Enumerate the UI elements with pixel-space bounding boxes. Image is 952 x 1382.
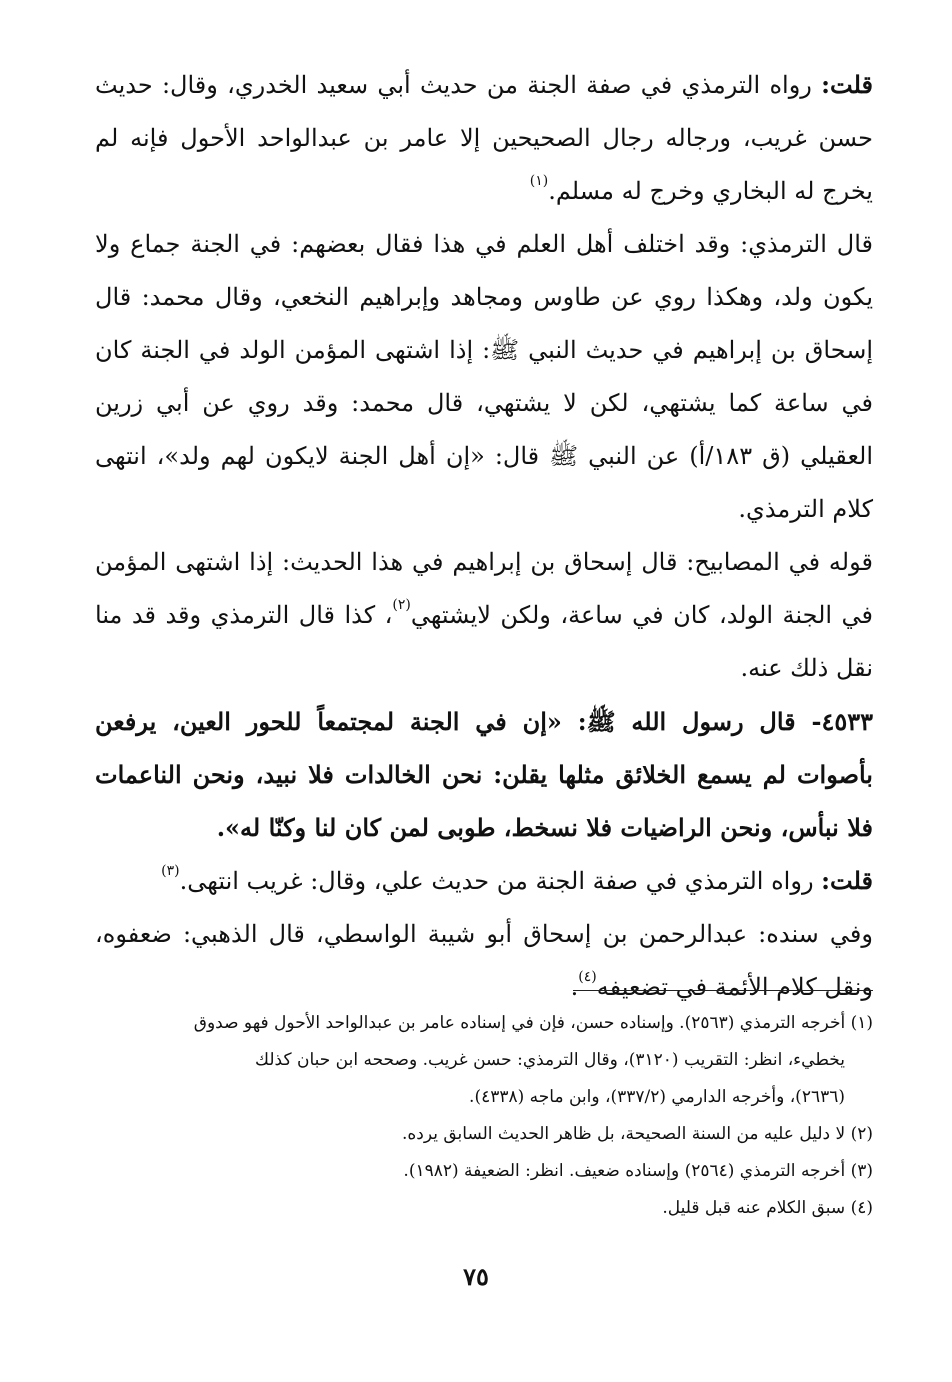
footnote-4	[95, 1190, 873, 1227]
footnote-1-line-2: يخطيء، انظر: التقريب (٣١٢٠)، وقال الترمذي: حسن غريب. وصححه ابن حبان كذلك	[255, 1050, 845, 1070]
footnote-2	[95, 1116, 873, 1153]
footnote-3	[95, 1153, 873, 1190]
footnotes	[95, 1005, 873, 1227]
footnote-1-line-1: (١) أخرجه الترمذي (٢٥٦٣). وإسناده حسن، فإن في إسناده عامر بن عبدالواحد الأحول فهو صدوق	[193, 1013, 873, 1033]
footnote-ref-3[interactable]: (٣)	[161, 863, 180, 879]
paragraph-2	[95, 218, 873, 536]
qultu-label: قلت:	[821, 70, 873, 99]
footnote-2-text: (٢) لا دليل عليه من السنة الصحيحة، بل ظاهر الحديث السابق يرده.	[401, 1124, 873, 1144]
footnote-4-text: (٤) سبق الكلام عنه قبل قليل.	[662, 1198, 873, 1218]
hadith-4533	[95, 695, 873, 854]
footnote-1-line-3: (٢٦٣٦)، وأخرجه الدارمي (٣٣٧/٢)، وابن ماجه (٤٣٣٨).	[469, 1087, 845, 1107]
paragraph-1-text: رواه الترمذي في صفة الجنة من حديث أبي سعيد الخدري، وقال: حديث حسن غريب، ورجاله رجال الصحيحين إلا عامر بن عبدالواحد الأحول فإنه لم يخرج له البخاري وخرج له مسلم.	[95, 71, 873, 205]
footnote-ref-4[interactable]: (٤)	[578, 969, 597, 985]
paragraph-3-tail: ، كذا قال الترمذي وقد قد منا نقل ذلك عنه.	[95, 601, 873, 682]
paragraph-6	[95, 908, 873, 1014]
paragraph-5-text: رواه الترمذي في صفة الجنة من حديث علي، وقال: غريب انتهى.	[179, 867, 822, 895]
separator-line	[573, 990, 873, 991]
main-text	[95, 58, 873, 1014]
paragraph-1	[95, 58, 873, 218]
paragraph-3	[95, 536, 873, 695]
page-number: ٧٥	[463, 1262, 489, 1291]
paragraph-3-text: قوله في المصابيح: قال إسحاق بن إبراهيم في هذا الحديث: إذا اشتهى المؤمن في الجنة الولد، كان في ساعة، ولكن لايشتهي	[95, 548, 874, 629]
footnote-1	[95, 1005, 873, 1116]
paragraph-6-text: وفي سنده: عبدالرحمن بن إسحاق أبو شيبة الواسطي، قال الذهبي: ضعفوه، ونقل كلام الأئمة في تضعيفه	[95, 920, 873, 1001]
paragraph-2-text: قال الترمذي: وقد اختلف أهل العلم في هذا فقال بعضهم: في الجنة جماع ولا يكون ولد، وهكذا روي عن طاوس ومجاهد وإبراهيم النخعي، وقال محمد: قال إسحاق بن إبراهيم في حديث النبي ﷺ: إذا اشتهى المؤمن الولد في الجنة كان في ساعة كما يشتهي، لكن لا يشتهي، قال محمد: وقد روي عن أبي زرين العقيلي (ق ١٨٣/أ) عن النبي ﷺ قال: «إن أهل الجنة لايكون لهم ولد»، انتهى كلام الترمذي.	[95, 230, 874, 523]
footnote-ref-1[interactable]: (١)	[529, 173, 549, 189]
footnote-separator	[95, 990, 873, 991]
hadith-4533-text: ٤٥٣٣- قال رسول الله ﷺ: «إن في الجنة لمجتمعاً للحور العين، يرفعن بأصوات لم يسمع الخلائق مثلها يقلن: نحن الخالدات فلا نبيد، ونحن الناعمات فلا نبأس، ونحن الراضيات فلا نسخط، طوبى لمن كان لنا وكنّا له».	[95, 707, 873, 842]
footnote-3-text: (٣) أخرجه الترمذي (٢٥٦٤) وإسناده ضعيف. انظر: الضعيفة (١٩٨٢).	[403, 1161, 873, 1181]
qultu-label-2: قلت:	[821, 866, 873, 895]
footnote-ref-2[interactable]: (٢)	[392, 597, 411, 613]
paragraph-6-tail: .	[570, 973, 579, 1001]
paragraph-5	[95, 854, 873, 908]
